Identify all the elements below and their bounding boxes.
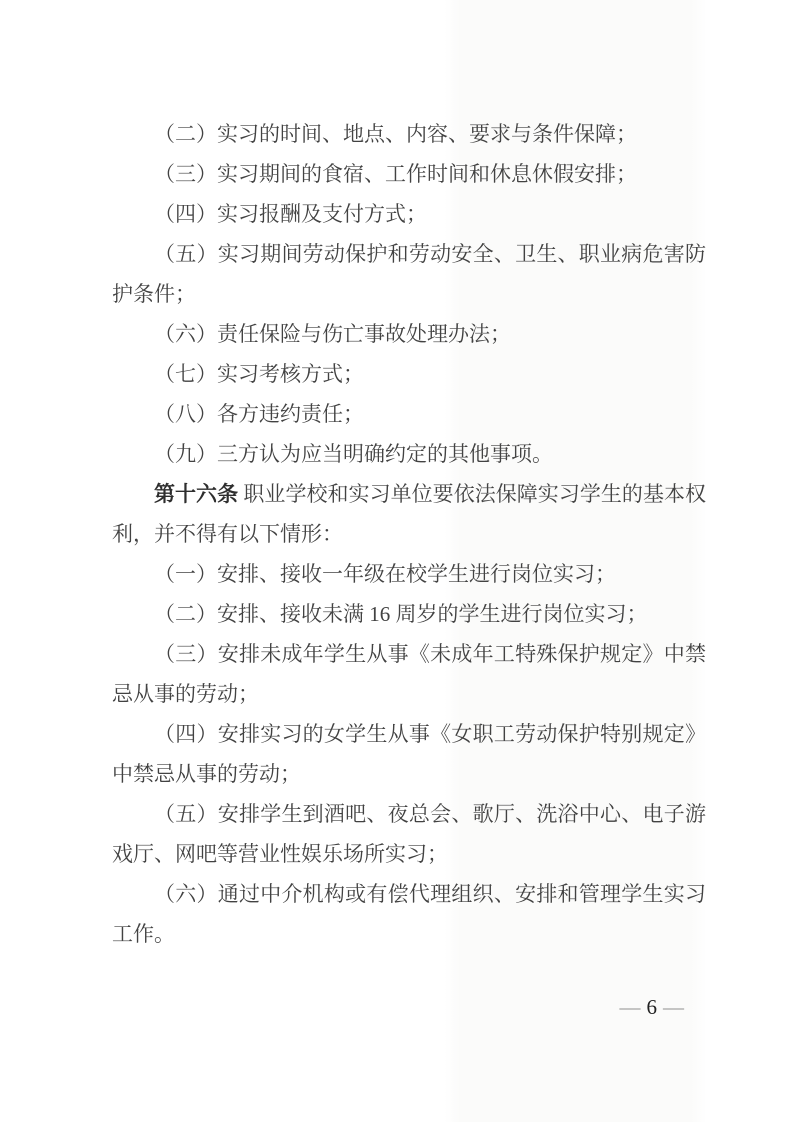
paragraph bbox=[112, 314, 706, 354]
paragraph bbox=[112, 554, 706, 594]
paragraph-text: （八）各方违约责任； bbox=[154, 402, 364, 426]
paragraph-text: （九）三方认为应当明确约定的其他事项。 bbox=[154, 442, 553, 466]
paragraph bbox=[112, 474, 706, 554]
paragraph-text: （六）通过中介机构或有偿代理组织、安排和管理学生实习工作。 bbox=[112, 882, 706, 946]
paragraph-text: （二）安排、接收未满 16 周岁的学生进行岗位实习； bbox=[154, 602, 648, 626]
paragraph bbox=[112, 114, 706, 154]
paragraph bbox=[112, 794, 706, 874]
paragraph-text: （三）安排未成年学生从事《未成年工特殊保护规定》中禁忌从事的劳动； bbox=[112, 642, 706, 706]
paragraph-text: （六）责任保险与伤亡事故处理办法； bbox=[154, 322, 511, 346]
page-number: 6 bbox=[646, 995, 657, 1019]
paragraph-text: （四）实习报酬及支付方式； bbox=[154, 202, 427, 226]
paragraph bbox=[112, 434, 706, 474]
paragraph bbox=[112, 194, 706, 234]
paragraph-text: （七）实习考核方式； bbox=[154, 362, 364, 386]
paragraph bbox=[112, 874, 706, 954]
paragraph bbox=[112, 234, 706, 314]
paragraph bbox=[112, 354, 706, 394]
paragraph-text: （五）安排学生到酒吧、夜总会、歌厅、洗浴中心、电子游戏厅、网吧等营业性娱乐场所实习； bbox=[112, 802, 706, 866]
footer-dash-left: — bbox=[619, 995, 641, 1019]
paragraph bbox=[112, 594, 706, 634]
paragraph bbox=[112, 394, 706, 434]
article-heading: 第十六条 bbox=[154, 482, 239, 506]
paragraph-text: （一）安排、接收一年级在校学生进行岗位实习； bbox=[154, 562, 616, 586]
paragraph bbox=[112, 634, 706, 714]
footer-dash-right: — bbox=[663, 995, 684, 1019]
page-footer bbox=[614, 993, 691, 1021]
paragraph-text: （四）安排实习的女学生从事《女职工劳动保护特别规定》中禁忌从事的劳动； bbox=[112, 722, 706, 786]
paragraph-text: 职业学校和实习单位要依法保障实习学生的基本权利，并不得有以下情形： bbox=[112, 482, 707, 546]
paragraph-text: （五）实习期间劳动保护和劳动安全、卫生、职业病危害防护条件； bbox=[112, 242, 706, 306]
paragraph-text: （二）实习的时间、地点、内容、要求与条件保障； bbox=[154, 122, 637, 146]
paragraph bbox=[112, 154, 706, 194]
paragraph bbox=[112, 714, 706, 794]
paragraph-text: （三）实习期间的食宿、工作时间和休息休假安排； bbox=[154, 162, 637, 186]
document-body bbox=[112, 114, 706, 954]
